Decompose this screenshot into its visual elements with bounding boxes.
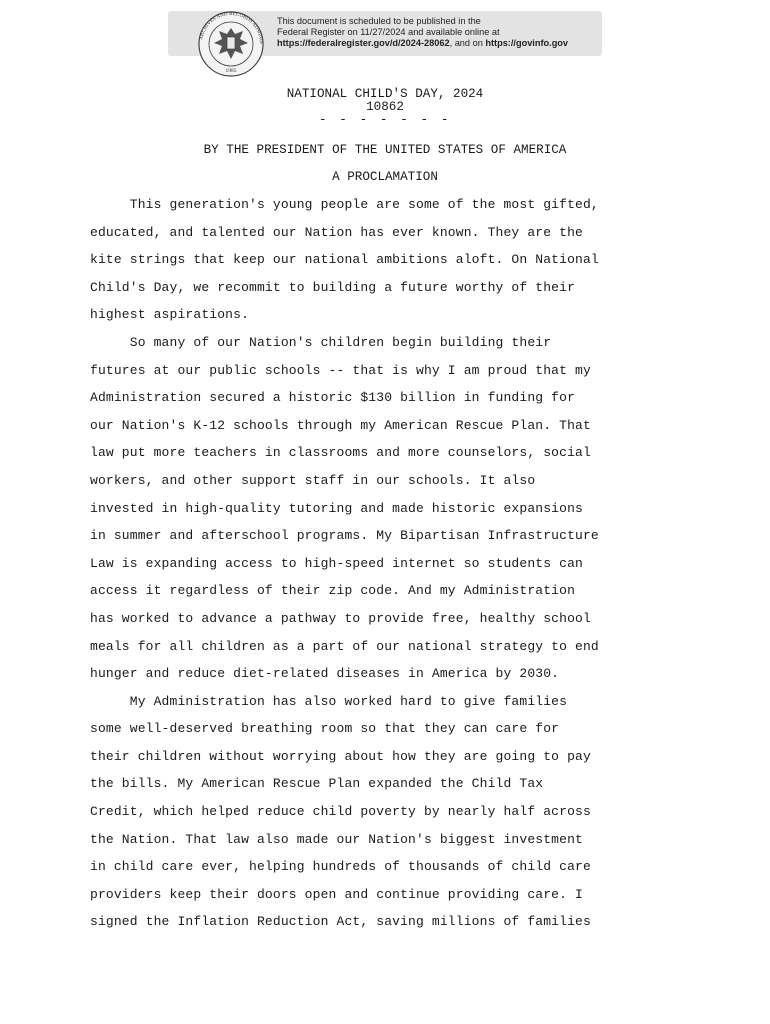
body-text-line: highest aspirations. [90,307,250,323]
body-text-line: kite strings that keep our national ambitions aloft. On National [90,252,599,268]
body-text-line: Law is expanding access to high-speed internet so students can [90,555,583,571]
notice-separator: , and on [449,38,486,48]
body-text-line: Administration secured a historic $130 billion in funding for [90,390,576,406]
seal-year: 1985 [225,68,237,74]
body-text-line: My Administration has also worked hard to give families [90,693,568,709]
header-divider: - - - - - - - [318,113,452,127]
body-text-line: signed the Inflation Reduction Act, saving millions of families [90,914,591,930]
national-archives-seal-icon [186,9,276,79]
proclamation-body [90,191,680,936]
proclamation-number: 10862 [366,100,404,114]
body-text-line: invested in high-quality tutoring and made historic expansions [90,500,583,516]
body-text-line: providers keep their doors open and continue providing care. I [90,886,583,902]
body-text-line: meals for all children as a part of our national strategy to end [90,638,599,654]
notice-line-1: This document is scheduled to be published in the [277,16,481,26]
body-text-line: in child care ever, helping hundreds of thousands of child care [90,859,591,875]
body-text-line: some well-deserved breathing room so that they can care for [90,721,560,737]
body-text-line: Credit, which helped reduce child poverty by nearly half across [90,804,591,820]
body-text-line: hunger and reduce diet-related diseases in America by 2030. [90,666,560,682]
document-header [0,88,770,127]
body-text-line: law put more teachers in classrooms and more counselors, social [90,445,591,461]
body-text-line: workers, and other support staff in our schools. It also [90,472,536,488]
publication-notice-banner [168,10,602,74]
body-text-line: futures at our public schools -- that is why I am proud that my [90,362,591,378]
body-text-line: This generation's young people are some of the most gifted, [90,197,599,212]
govinfo-link[interactable]: https://govinfo.gov [485,38,569,48]
body-text-line: in summer and afterschool programs. My Bipartisan Infrastructure [90,528,599,544]
body-text-line: our Nation's K-12 schools through my American Rescue Plan. That [90,417,591,433]
body-text-line: their children without worrying about how they are going to pay [90,748,591,764]
by-the-president-line: BY THE PRESIDENT OF THE UNITED STATES OF AMERICA [203,143,567,157]
notice-line-2: Federal Register on 11/27/2024 and available online at [277,27,500,37]
body-text-line: Child's Day, we recommit to building a future worthy of their [90,279,576,295]
notice-line-3 [277,38,568,49]
document-title: NATIONAL CHILD'S DAY, 2024 [286,87,484,101]
publication-notice [277,16,568,49]
body-text-line: has worked to advance a pathway to provide free, healthy school [90,610,591,626]
federal-register-link[interactable]: https://federalregister.gov/d/2024-28062 [277,38,450,48]
body-text-line: access it regardless of their zip code. And my Administration [90,583,576,599]
seal-text-top: ARCHIVES AND RECORDS ADMINIS [198,10,265,44]
body-text-line: the bills. My American Rescue Plan expanded the Child Tax [90,776,544,792]
body-text-line: educated, and talented our Nation has ever known. They are the [90,224,583,240]
body-text-line: the Nation. That law also made our Nation's biggest investment [90,831,583,847]
body-text-line: So many of our Nation's children begin building their [90,334,552,350]
proclamation-heading: A PROCLAMATION [332,170,438,184]
